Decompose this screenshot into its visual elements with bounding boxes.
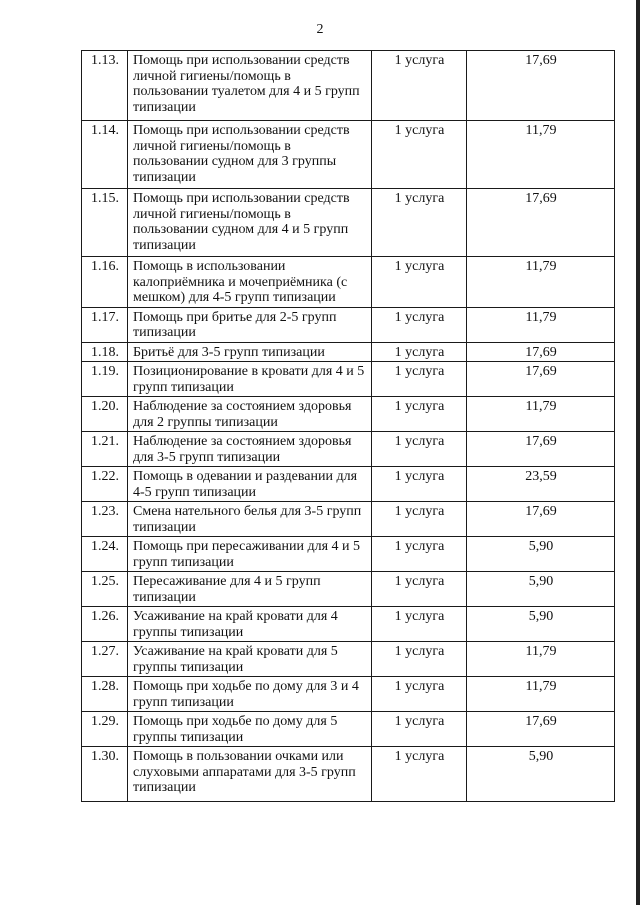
service-name: Наблюдение за состоянием здоровья для 3-5 групп типизации [128,432,372,467]
row-number: 1.20. [82,397,128,432]
services-table [81,50,615,802]
row-number: 1.26. [82,607,128,642]
service-price: 23,59 [467,467,615,502]
service-name: Помощь при ходьбе по дому для 5 группы типизации [128,712,372,747]
service-unit: 1 услуга [372,397,467,432]
table-row [82,607,615,642]
service-unit: 1 услуга [372,607,467,642]
row-number: 1.28. [82,677,128,712]
service-name: Помощь при пересаживании для 4 и 5 групп типизации [128,537,372,572]
table-row [82,362,615,397]
service-price: 17,69 [467,342,615,362]
service-unit: 1 услуга [372,747,467,802]
row-number: 1.16. [82,257,128,308]
service-name: Помощь в одевании и раздевании для 4-5 групп типизации [128,467,372,502]
row-number: 1.23. [82,502,128,537]
table-row [82,432,615,467]
row-number: 1.25. [82,572,128,607]
table-row [82,397,615,432]
service-price: 11,79 [467,677,615,712]
service-name: Бритьё для 3-5 групп типизации [128,342,372,362]
row-number: 1.17. [82,307,128,342]
service-price: 17,69 [467,362,615,397]
page-number: 2 [316,22,324,37]
service-price: 17,69 [467,712,615,747]
row-number: 1.18. [82,342,128,362]
service-price: 17,69 [467,51,615,121]
service-unit: 1 услуга [372,467,467,502]
service-unit: 1 услуга [372,642,467,677]
row-number: 1.21. [82,432,128,467]
service-unit: 1 услуга [372,307,467,342]
service-name: Помощь при бритье для 2-5 групп типизации [128,307,372,342]
service-unit: 1 услуга [372,432,467,467]
row-number: 1.29. [82,712,128,747]
service-unit: 1 услуга [372,51,467,121]
service-unit: 1 услуга [372,189,467,257]
service-price: 5,90 [467,572,615,607]
service-price: 5,90 [467,537,615,572]
service-name: Помощь при использовании средств личной гигиены/помощь в пользовании судном для 4 и 5 групп типизации [128,189,372,257]
service-name: Помощь при ходьбе по дому для 3 и 4 групп типизации [128,677,372,712]
table-row [82,537,615,572]
service-price: 11,79 [467,642,615,677]
row-number: 1.27. [82,642,128,677]
service-name: Усаживание на край кровати для 4 группы типизации [128,607,372,642]
services-table-body [82,51,615,802]
service-price: 5,90 [467,607,615,642]
service-name: Помощь при использовании средств личной гигиены/помощь в пользовании туалетом для 4 и 5 групп типизации [128,51,372,121]
table-row [82,189,615,257]
service-unit: 1 услуга [372,572,467,607]
service-price: 5,90 [467,747,615,802]
row-number: 1.22. [82,467,128,502]
service-name: Помощь при использовании средств личной гигиены/помощь в пользовании судном для 3 группы типизации [128,121,372,189]
table-row [82,712,615,747]
service-price: 11,79 [467,307,615,342]
service-price: 17,69 [467,502,615,537]
service-name: Помощь в использовании калоприёмника и мочеприёмника (с мешком) для 4-5 групп типизации [128,257,372,308]
table-row [82,342,615,362]
service-unit: 1 услуга [372,537,467,572]
row-number: 1.24. [82,537,128,572]
table-row [82,677,615,712]
service-unit: 1 услуга [372,677,467,712]
service-price: 11,79 [467,257,615,308]
service-name: Смена нательного белья для 3-5 групп типизации [128,502,372,537]
service-price: 11,79 [467,121,615,189]
service-price: 17,69 [467,432,615,467]
service-name: Наблюдение за состоянием здоровья для 2 группы типизации [128,397,372,432]
table-row [82,502,615,537]
page-edge-shadow [636,0,640,905]
service-name: Позиционирование в кровати для 4 и 5 групп типизации [128,362,372,397]
service-unit: 1 услуга [372,121,467,189]
table-row [82,467,615,502]
service-unit: 1 услуга [372,502,467,537]
table-row [82,257,615,308]
service-unit: 1 услуга [372,342,467,362]
service-unit: 1 услуга [372,257,467,308]
row-number: 1.15. [82,189,128,257]
service-unit: 1 услуга [372,362,467,397]
row-number: 1.13. [82,51,128,121]
row-number: 1.19. [82,362,128,397]
service-name: Пересаживание для 4 и 5 групп типизации [128,572,372,607]
table-row [82,51,615,121]
table-row [82,121,615,189]
service-name: Усаживание на край кровати для 5 группы типизации [128,642,372,677]
service-unit: 1 услуга [372,712,467,747]
table-row [82,642,615,677]
table-row [82,572,615,607]
row-number: 1.30. [82,747,128,802]
service-name: Помощь в пользовании очками или слуховыми аппаратами для 3-5 групп типизации [128,747,372,802]
service-price: 11,79 [467,397,615,432]
service-price: 17,69 [467,189,615,257]
table-row [82,747,615,802]
row-number: 1.14. [82,121,128,189]
table-row [82,307,615,342]
